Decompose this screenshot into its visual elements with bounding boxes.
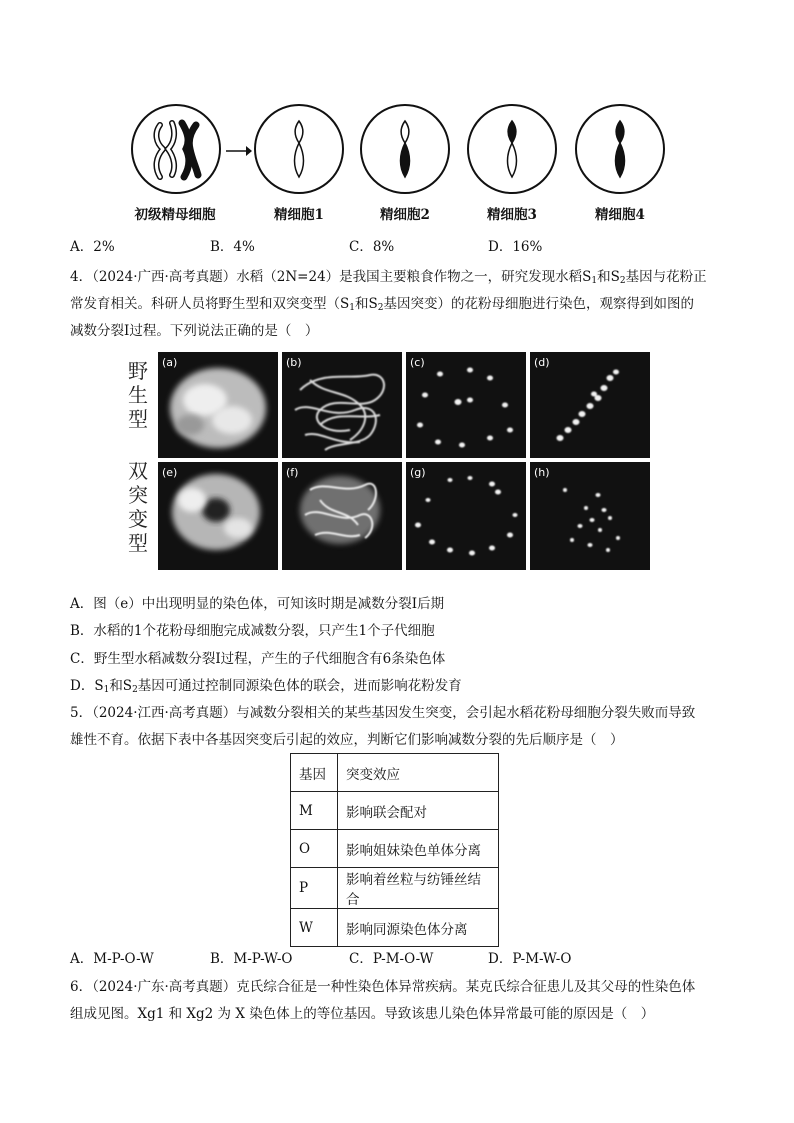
panel-h-label: (h) (534, 466, 550, 479)
table-row (291, 830, 499, 868)
table-cell-gene: P (291, 868, 338, 909)
table-cell-effect: 影响着丝粒与纺锤丝结合 (338, 868, 499, 909)
sperm-cell-2-diagram (359, 103, 451, 195)
q5-option-d[interactable]: D．P-M-W-O (488, 951, 572, 967)
q3-option-a[interactable]: A．2% (70, 239, 115, 255)
q4-stem-line2: 常发育相关。科研人员将野生型和双突变型（$S_1$和$S_2$基因突变）的花粉母细胞进行染色，观察得到如图的 (70, 296, 694, 313)
q5-stem-line1: 5．（2024·江西·高考真题）与减数分裂相关的某些基因发生突变，会引起水稻花粉母细胞分裂失败而导致 (70, 705, 696, 721)
figure-label-sperm-1: 精细胞1 (274, 207, 324, 223)
panel-e (158, 462, 278, 570)
panel-b (282, 352, 402, 458)
table-cell-effect: 影响姐妹染色单体分离 (338, 830, 499, 868)
panel-f-label: (f) (286, 466, 299, 479)
table-header-effect: 突变效应 (338, 754, 499, 792)
table-cell-gene: M (291, 792, 338, 830)
sperm-cell-4-diagram (574, 103, 666, 195)
panel-c-label: (c) (410, 356, 425, 369)
q5-option-a[interactable]: A．M-P-O-W (70, 951, 154, 967)
panel-d-label: (d) (534, 356, 550, 369)
q5-stem-line2: 雄性不育。依据下表中各基因突变后引起的效应，判断它们影响减数分裂的先后顺序是（ ） (70, 732, 624, 748)
row-label-wild-char-2: 生 (128, 383, 148, 407)
sperm-cell-1-diagram (253, 103, 345, 195)
table-cell-gene: O (291, 830, 338, 868)
q3-option-d[interactable]: D．16% (488, 239, 543, 255)
sperm-cell-3-diagram (466, 103, 558, 195)
q4-option-a[interactable]: A．图（e）中出现明显的染色体，可知该时期是减数分裂Ⅰ后期 (70, 596, 445, 612)
panel-a-label: (a) (162, 356, 178, 369)
gene-effect-table (290, 753, 499, 947)
panel-b-label: (b) (286, 356, 302, 369)
q4-stem-line1: 4．（2024·广西·高考真题）水稻（2N=24）是我国主要粮食作物之一，研究发现水稻$S_1$和$S_2$基因与花粉正 (70, 269, 707, 286)
panel-h (530, 462, 650, 570)
row-label-double-mutant (128, 459, 148, 555)
svg-text:突: 突 (128, 483, 148, 507)
table-cell-effect: 影响同源染色体分离 (338, 909, 499, 947)
table-header-gene: 基因 (291, 754, 338, 792)
table-cell-effect: 影响联会配对 (338, 792, 499, 830)
table-cell-gene: W (291, 909, 338, 947)
row-label-wild-char-3: 型 (128, 407, 148, 431)
q4-option-b[interactable]: B．水稻的1个花粉母细胞完成减数分裂，只产生1个子代细胞 (70, 623, 435, 639)
q4-option-c[interactable]: C．野生型水稻减数分裂Ⅰ过程，产生的子代细胞含有6条染色体 (70, 651, 446, 667)
q6-stem-line1: 6．（2024·广东·高考真题）克氏综合征是一种性染色体异常疾病。某克氏综合征患儿及其父母的性染色体 (70, 979, 696, 995)
meiosis-micrograph (120, 350, 654, 572)
figure-label-sperm-4: 精细胞4 (595, 207, 645, 223)
svg-text:变: 变 (128, 507, 148, 531)
table-row (291, 868, 499, 909)
panel-g (406, 462, 526, 570)
row-label-wild-char-1: 野 (128, 359, 148, 383)
panel-c (406, 352, 526, 458)
figure-label-sperm-2: 精细胞2 (380, 207, 430, 223)
figure-label-sperm-3: 精细胞3 (487, 207, 537, 223)
panel-g-label: (g) (410, 466, 426, 479)
arrow-icon (226, 145, 252, 157)
q5-option-b[interactable]: B．M-P-W-O (210, 951, 293, 967)
q5-option-c[interactable]: C．P-M-O-W (349, 951, 434, 967)
primary-spermatocyte-diagram (130, 103, 222, 195)
q4-option-d[interactable]: D．$S_1$和$S_2$基因可通过控制同源染色体的联会，进而影响花粉发育 (70, 678, 462, 695)
svg-text:型: 型 (128, 531, 148, 555)
panel-a (158, 352, 278, 458)
table-header-row (291, 754, 499, 792)
q3-option-b[interactable]: B．4% (210, 239, 255, 255)
q4-stem-line3: 减数分裂Ⅰ过程。下列说法正确的是（ ） (70, 323, 319, 339)
q6-stem-line2: 组成见图。Xg1 和 Xg2 为 X 染色体上的等位基因。导致该患儿染色体异常最可能的原因是（ ） (70, 1006, 655, 1022)
q3-option-c[interactable]: C．8% (349, 239, 395, 255)
row-label-wild (128, 359, 148, 431)
table-row (291, 909, 499, 947)
panel-f (282, 462, 402, 570)
figure-label-primary: 初级精母细胞 (134, 207, 216, 223)
panel-e-label: (e) (162, 466, 178, 479)
table-row (291, 792, 499, 830)
panel-d (530, 352, 650, 458)
svg-text:双: 双 (128, 459, 148, 483)
